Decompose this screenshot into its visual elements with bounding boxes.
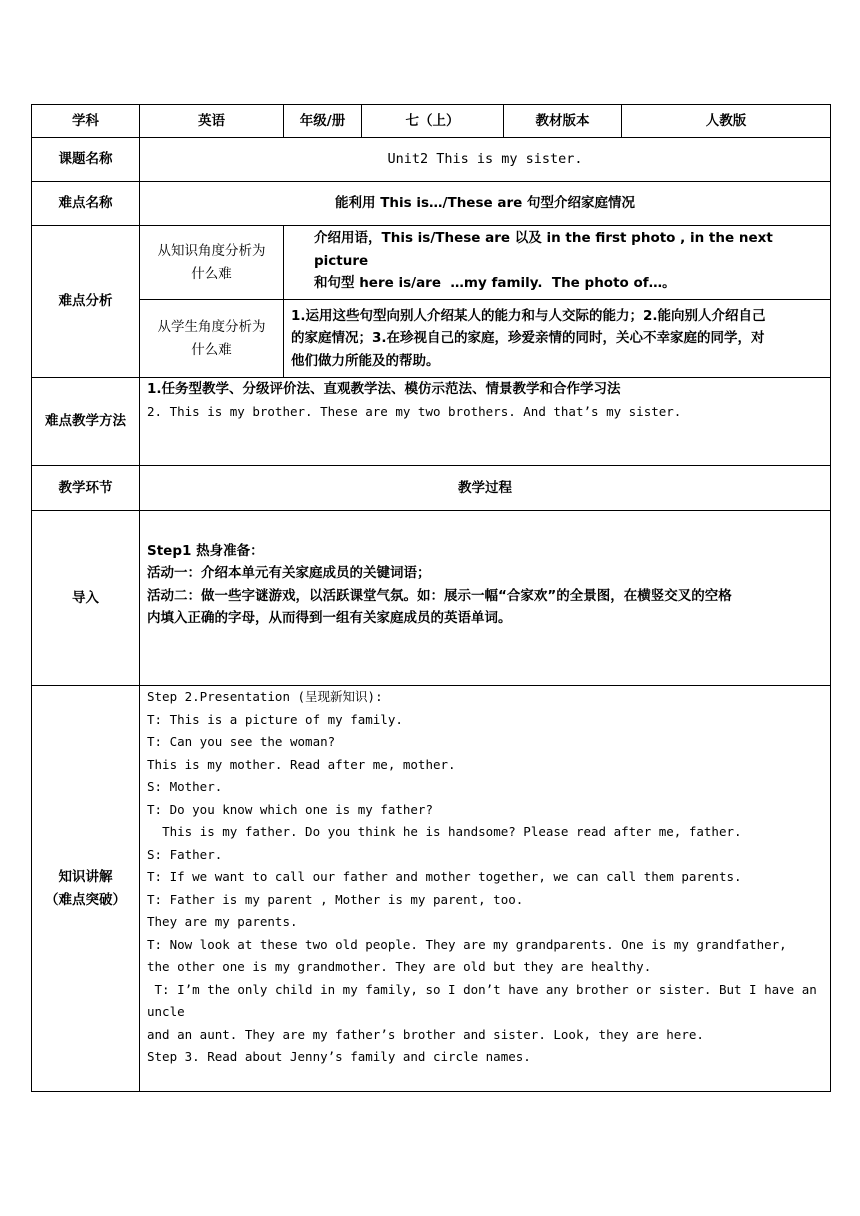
lesson-row	[32, 138, 831, 182]
knowledge-content-line: T: Father is my parent , Mother is my parent, too.	[147, 891, 524, 907]
knowledge-content-line: This is my mother. Read after me, mother.	[147, 756, 456, 772]
knowledge-content-line: S: Mother.	[147, 779, 223, 794]
subject-value: 英语	[140, 105, 284, 138]
lesson-plan-table	[31, 104, 831, 1092]
knowledge-angle-label	[140, 226, 284, 300]
intro-row	[32, 511, 831, 686]
analysis-knowledge-row	[32, 226, 831, 300]
knowledge-label	[32, 686, 140, 1092]
knowledge-content-line: Step 2.Presentation (呈现新知识):	[147, 689, 383, 704]
knowledge-angle-content	[284, 226, 831, 300]
student-angle-label-line1: 从学生角度分析为	[157, 319, 266, 335]
knowledge-label-line1: 知识讲解	[58, 869, 113, 885]
methods-content	[140, 378, 831, 466]
knowledge-angle-label-line1: 从知识角度分析为	[157, 243, 266, 259]
difficulty-label: 难点名称	[32, 182, 140, 226]
methods-line-1: 1.任务型教学、分级评价法、直观教学法、模仿示范法、情景教学和合作学习法	[147, 381, 621, 397]
knowledge-angle-label-line2: 什么难	[191, 265, 232, 282]
lesson-label: 课题名称	[32, 138, 140, 182]
knowledge-label-line2: （难点突破）	[45, 891, 126, 908]
methods-row	[32, 378, 831, 466]
knowledge-content-line: and an aunt. They are my father’s brother and sister. Look, they are here.	[147, 1026, 704, 1042]
intro-line-4: 内填入正确的字母，从而得到一组有关家庭成员的英语单词。	[147, 610, 512, 626]
knowledge-content-line: T: I’m the only child in my family, so I don’t have any brother or sister. But I have an uncle	[147, 981, 825, 1019]
header-row	[32, 105, 831, 138]
student-line-2: 的家庭情况；3.在珍视自己的家庭，珍爱亲情的同时，关心不幸家庭的同学，对	[291, 330, 765, 347]
student-line-1: 1.运用这些句型向别人介绍某人的能力和与人交际的能力；2.能向别人介绍自己	[291, 307, 766, 324]
knowledge-content-line: T: If we want to call our father and mother together, we can call them parents.	[147, 869, 742, 884]
grade-label: 年级/册	[284, 105, 362, 138]
grade-value: 七（上）	[362, 105, 504, 138]
knowledge-line-1: 介绍用语，This is/These are 以及 in the first photo , in the next picture	[314, 230, 778, 269]
knowledge-content-line: T: Can you see the woman?	[147, 734, 336, 749]
knowledge-content-line: the other one is my grandmother. They are old but they are healthy.	[147, 959, 652, 974]
intro-label: 导入	[32, 511, 140, 686]
knowledge-content-line: T: This is a picture of my family.	[147, 711, 403, 727]
student-angle-label-line2: 什么难	[191, 341, 232, 358]
intro-line-2: 活动一：介绍本单元有关家庭成员的关键词语；	[147, 565, 431, 581]
process-label: 教学环节	[32, 466, 140, 511]
difficulty-row	[32, 182, 831, 226]
analysis-label: 难点分析	[32, 226, 140, 378]
student-angle-label	[140, 300, 284, 378]
analysis-student-row	[32, 300, 831, 378]
intro-content	[140, 511, 831, 686]
knowledge-content-line: They are my parents.	[147, 914, 298, 929]
edition-value: 人教版	[622, 105, 831, 138]
knowledge-line-2: 和句型 here is/are …my family. The photo of…。	[314, 275, 676, 291]
subject-label: 学科	[32, 105, 140, 138]
lesson-value: Unit2 This is my sister.	[140, 138, 831, 182]
knowledge-content-line: S: Father.	[147, 846, 223, 862]
student-angle-content	[284, 300, 831, 378]
intro-line-3: 活动二：做一些字谜游戏，以活跃课堂气氛。如：展示一幅“合家欢”的全景图，在横竖交叉的空格	[147, 587, 732, 604]
edition-label: 教材版本	[504, 105, 622, 138]
knowledge-content-line: T: Do you know which one is my father?	[147, 801, 433, 817]
knowledge-row	[32, 686, 831, 1092]
intro-line-1: Step1 热身准备：	[147, 542, 264, 559]
student-line-3: 他们做力所能及的帮助。	[291, 352, 440, 369]
process-value: 教学过程	[140, 466, 831, 511]
methods-line-2: 2. This is my brother. These are my two brothers. And that’s my sister.	[147, 403, 682, 419]
knowledge-content	[140, 686, 831, 1092]
process-row	[32, 466, 831, 511]
difficulty-value: 能利用 This is…/These are 句型介绍家庭情况	[140, 182, 831, 226]
methods-label: 难点教学方法	[32, 378, 140, 466]
knowledge-content-line: T: Now look at these two old people. They are my grandparents. One is my grandfather,	[147, 936, 787, 952]
knowledge-content-line: This is my father. Do you think he is handsome? Please read after me, father.	[147, 824, 742, 839]
knowledge-content-line: Step 3. Read about Jenny’s family and circle names.	[147, 1049, 531, 1064]
